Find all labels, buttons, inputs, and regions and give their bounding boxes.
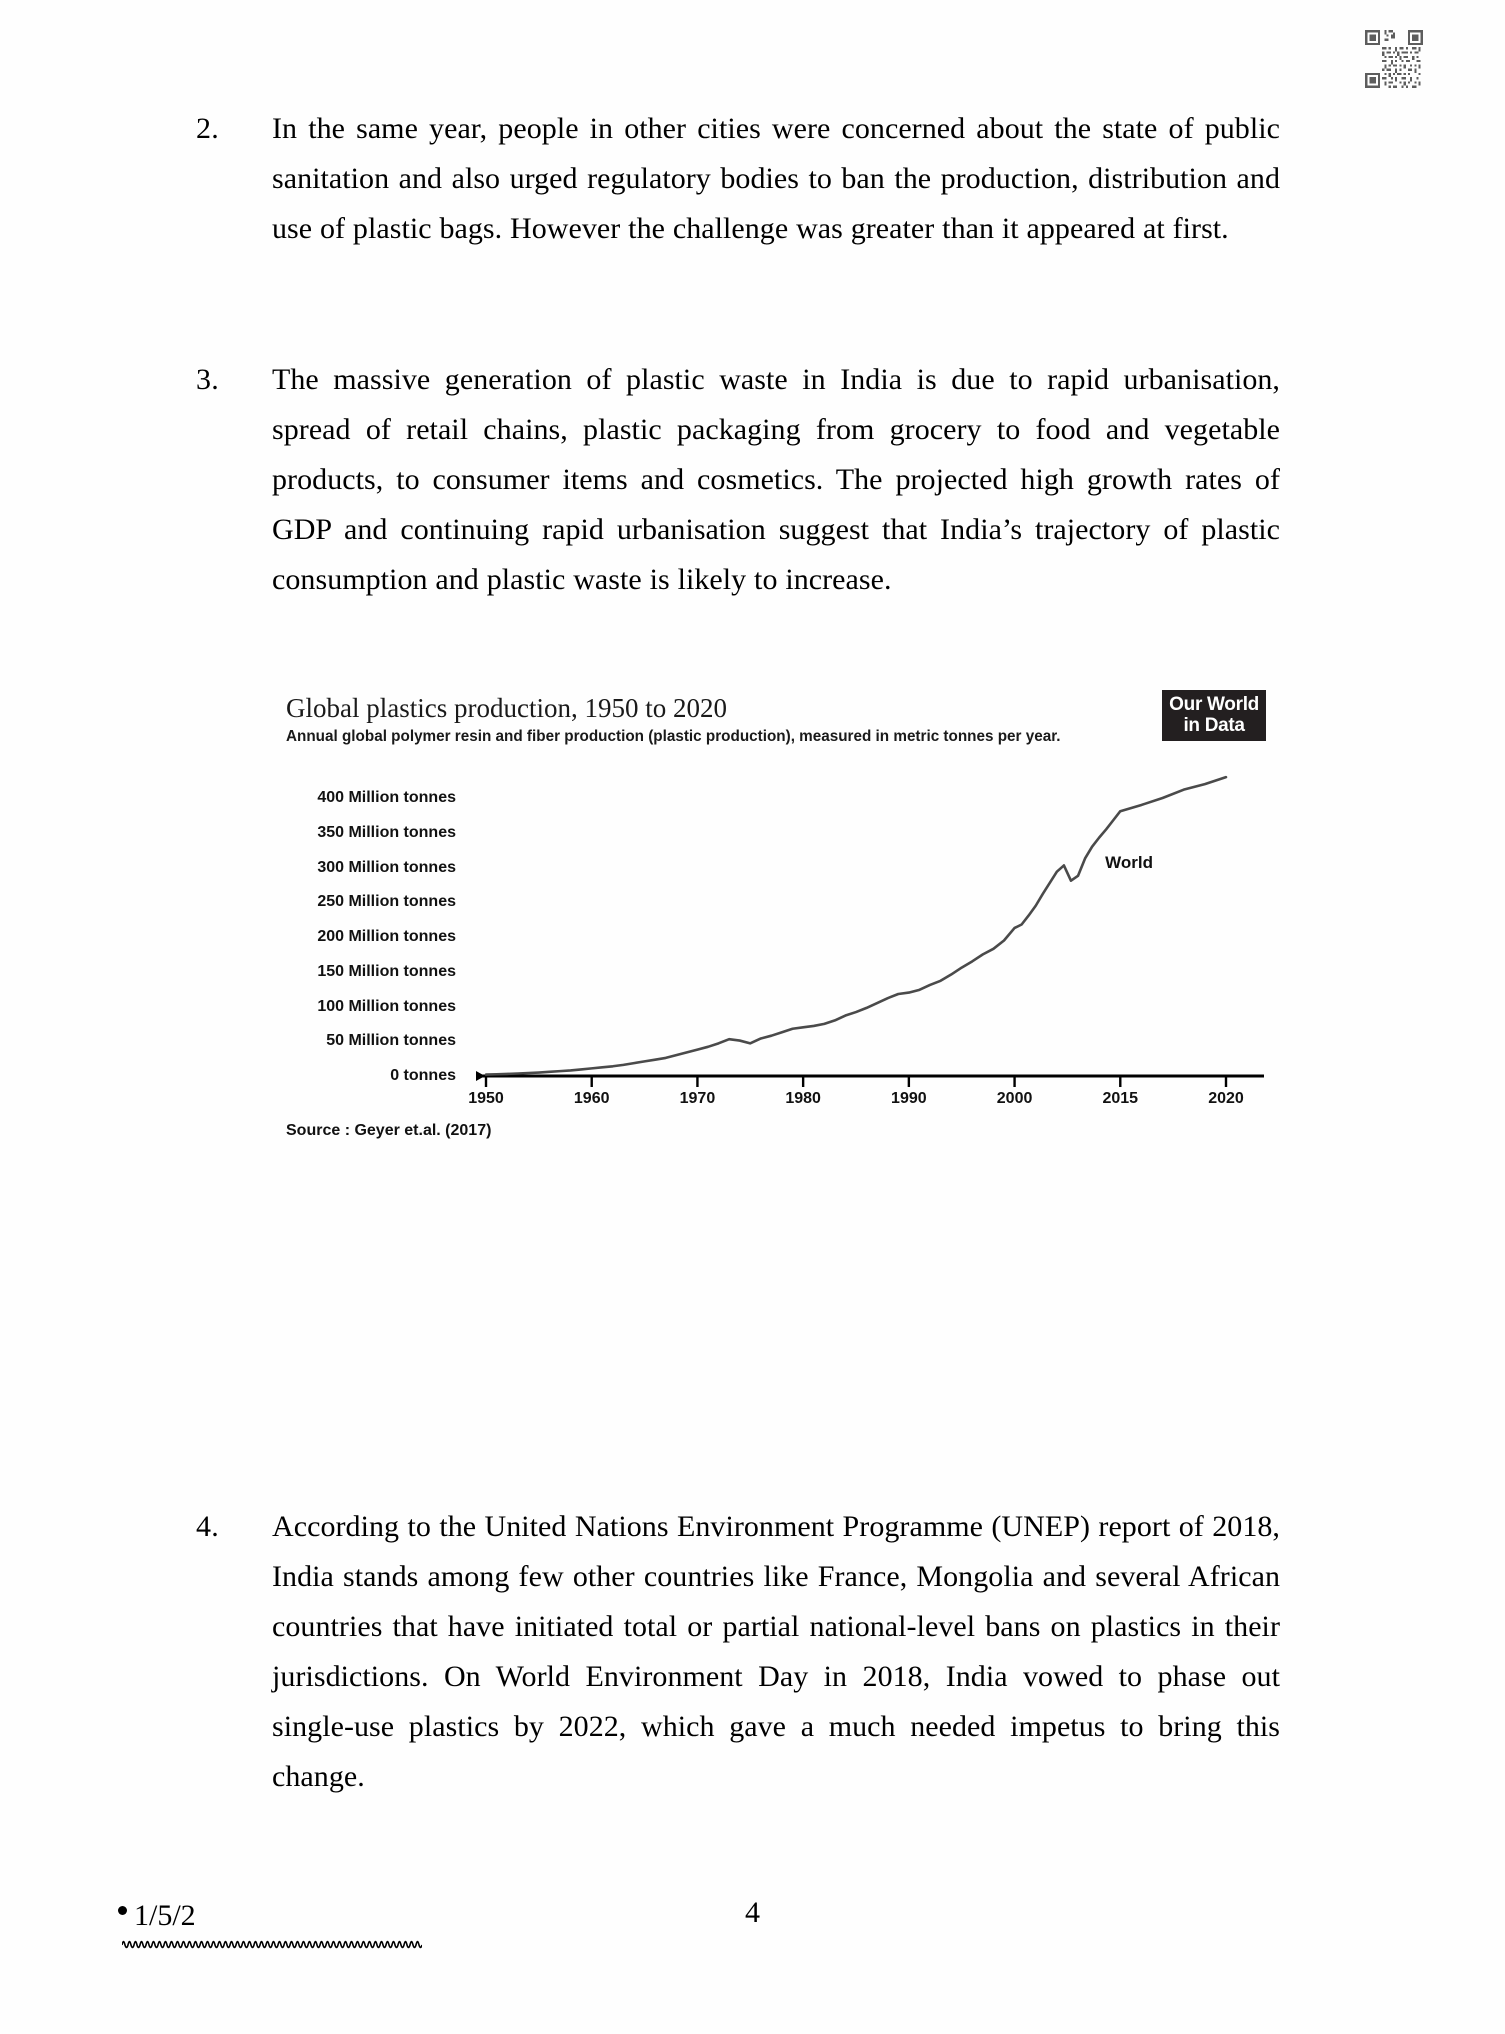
page-number: 4 [745, 1896, 760, 1929]
paragraph-4 [196, 1502, 1280, 1802]
x-axis-tick-1990: 1990 [891, 1090, 927, 1107]
x-axis-tick-2020: 2020 [1208, 1090, 1244, 1107]
y-axis-tick-300: 300 Million tonnes [317, 858, 456, 876]
y-axis-tick-100: 100 Million tonnes [317, 997, 456, 1015]
y-axis-tick-0: 0 tonnes [390, 1067, 456, 1084]
paragraph-2-number: 2. [196, 112, 219, 145]
y-axis-tick-250: 250 Million tonnes [317, 893, 456, 911]
y-axis-tick-400: 400 Million tonnes [317, 789, 456, 806]
chart-plot-area [286, 758, 1266, 1107]
x-axis-tick-1950: 1950 [468, 1090, 504, 1107]
y-axis-tick-150: 150 Million tonnes [317, 962, 456, 980]
paragraph-4-text: According to the United Nations Environment Programme (UNEP) report of 2018, India stands among few other countries like France, Mongolia and several African countries that have initiated total or partial national-level bans on plastics in their jurisdictions. On World Environment Day in 2018, India vowed to phase out single-use plastics by 2022, which gave a much needed impetus to bring this change. [272, 1510, 1280, 1793]
chart-source: Source : Geyer et.al. (2017) [286, 1122, 492, 1139]
x-axis-tick-1960: 1960 [573, 1090, 610, 1107]
x-axis-tick-1980: 1980 [785, 1090, 821, 1107]
footer-code: 1/5/2 [134, 1899, 196, 1932]
qr-code-icon [1363, 28, 1425, 90]
paragraph-3 [196, 355, 1280, 605]
owid-logo-line-2: in Data [1183, 715, 1245, 736]
x-axis-tick-1970: 1970 [679, 1090, 716, 1107]
chart-subtitle: Annual global polymer resin and fiber production (plastic production), measured in metric tonnes per year. [286, 728, 1061, 745]
y-axis-tick-350: 350 Million tonnes [317, 823, 456, 841]
y-axis-tick-50: 50 Million tonnes [326, 1032, 456, 1050]
x-axis-tick-2015: 2015 [1102, 1090, 1139, 1107]
series-line-world [486, 777, 1226, 1074]
paragraph-3-text: The massive generation of plastic waste in India is due to rapid urbanisation, spread of retail chains, plastic packaging from grocery to food and vegetable products, to consumer items and cosmetics. The projected high growth rates of GDP and continuing rapid urbanisation suggest that India’s trajectory of plastic consumption and plastic waste is likely to increase. [272, 363, 1280, 596]
x-axis-tick-2000: 2000 [996, 1090, 1033, 1107]
our-world-in-data-logo [1162, 690, 1266, 741]
chart-line-svg [286, 758, 1266, 1118]
owid-logo-line-1: Our World [1169, 694, 1259, 715]
paragraph-3-number: 3. [196, 363, 219, 396]
series-label-world: World [1105, 852, 1153, 872]
footer-squiggle-underline [122, 1936, 422, 1950]
y-axis-tick-200: 200 Million tonnes [317, 928, 456, 945]
chart-global-plastics-production [286, 692, 1266, 1139]
paragraph-4-number: 4. [196, 1510, 219, 1543]
chart-title: Global plastics production, 1950 to 2020 [286, 693, 727, 723]
paragraph-2 [196, 104, 1280, 254]
paragraph-2-text: In the same year, people in other cities were concerned about the state of public sanitation and also urged regulatory bodies to ban the production, distribution and use of plastic bags. However the challenge was greater than it appeared at first. [272, 112, 1280, 245]
